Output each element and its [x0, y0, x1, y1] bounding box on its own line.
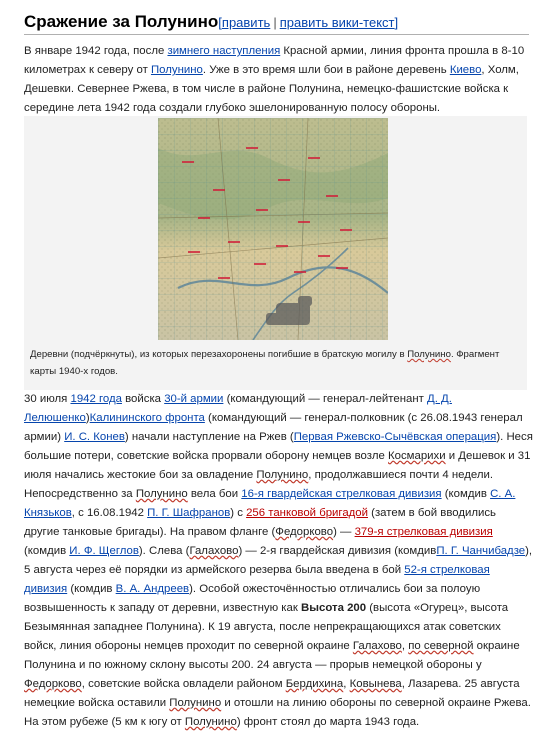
- text-run: Деревни (подчёркнуты), из которых перезахоронены погибшие в братскую могилу в: [30, 349, 408, 360]
- text-run: вела бои: [187, 488, 242, 500]
- height-200-label: Высота 200: [301, 602, 367, 614]
- text-run: ) — 2-я гвардейская дивизия (комдив: [238, 545, 437, 557]
- text-run: (комдив: [24, 545, 70, 557]
- main-paragraph: [24, 390, 534, 732]
- text-run: ,: [401, 640, 409, 652]
- text-run: , советские войска овладели районом: [81, 678, 286, 690]
- text-run: . Уже в это время шли бои в районе деревень: [202, 64, 450, 76]
- section-title: Сражение за Полунино: [24, 12, 219, 31]
- text-run: ), 5 августа через её порядки из армейского резерва была введена в бой: [24, 545, 533, 576]
- link-1942[interactable]: 1942 года: [70, 393, 122, 405]
- text-run: и отошли на линию обороны по северной окраине Ржева. На этом рубеже (5 км к югу от: [24, 697, 531, 728]
- place-polunino: Полунино: [169, 697, 222, 709]
- intro-paragraph: [24, 42, 534, 118]
- link-shafranov[interactable]: П. Г. Шафранов: [147, 507, 231, 519]
- text-run: (комдив: [67, 583, 116, 595]
- link-chanchibadze[interactable]: П. Г. Чанчибадзе: [436, 545, 526, 557]
- link-256-tank-brigade[interactable]: 256 танковой бригадой: [246, 507, 368, 519]
- link-30-army[interactable]: 30-й армии: [164, 393, 224, 405]
- text-run: ). Особой ожесточённостью отличались бои за полоую возвышенность к западу от деревни, известную как: [24, 583, 481, 614]
- text-run: В январе 1942 года, после: [24, 45, 168, 57]
- caption-link-polunino[interactable]: Полунино: [407, 349, 451, 360]
- place-galakhovo: Галахово: [352, 640, 402, 652]
- text-run: (затем в бой вводились другие танковые бригады). На правом фланге (: [24, 507, 496, 538]
- link-polunino[interactable]: Полунино: [150, 64, 203, 76]
- text-run: (высота «Огурец», высота Безымянная западнее Полунина). К 19 августа, после непрекращающихся атак советских войск, линия обороны немцев проходит по северной окраине: [24, 602, 509, 652]
- link-shcheglov[interactable]: И. Ф. Щеглов: [69, 545, 139, 557]
- link-kalinin-front[interactable]: Калининского фронта: [89, 412, 205, 424]
- bracket-close: ]: [394, 15, 399, 30]
- place-galakhovo: Галахово: [189, 545, 239, 557]
- edit-source-link[interactable]: править вики-текст: [279, 15, 395, 30]
- text-run: (командующий — генерал-лейтенант: [223, 393, 428, 405]
- bracket-open: [: [218, 15, 222, 30]
- text-run: , продолжавшиеся почти 4 недели. Непосредственно за: [24, 469, 494, 500]
- text-run: , Холм, Дешевки. Севернее Ржева, в том числе в районе Полунина, немецко-фашистские войска к середине лета 1942 года создали глубоко эшелонированную полосу обороны.: [24, 64, 519, 114]
- text-run: окраине Полунина и по южному склону высоты 200. 24 августа — прорыв немецкой обороны у: [24, 640, 520, 671]
- figure-caption: [30, 346, 528, 380]
- place-fedorkovo: Федорково: [275, 526, 334, 538]
- text-run: (комдив: [441, 488, 491, 500]
- link-andreev[interactable]: В. А. Андреев: [115, 583, 190, 595]
- text-run: ) с: [230, 507, 247, 519]
- map-image[interactable]: [158, 118, 388, 340]
- text-run: ) —: [333, 526, 355, 538]
- place-polunino: Полунино: [256, 469, 309, 481]
- place-fedorkovo: Федорково: [24, 678, 82, 690]
- link-52-division[interactable]: 52-я стрелковая дивизия: [24, 564, 490, 595]
- place-kovynevo: Ковынева: [349, 678, 402, 690]
- text-run: ,: [343, 678, 350, 690]
- place-polunino: Полунино: [184, 716, 237, 728]
- text-run: . Фрагмент карты 1940-х годов.: [30, 349, 500, 377]
- text-run: ) фронт стоял до марта 1943 года.: [236, 716, 420, 728]
- text-run: ). Неся большие потери, советские войска прорвали оборону немцев возле: [24, 431, 533, 462]
- text-run: и Дешевок и 31 июля начались жестокие бои за овладение: [24, 450, 531, 481]
- text-run: войска: [121, 393, 165, 405]
- place-kosmarikha: Космарихи: [388, 450, 446, 462]
- text-run: Красной армии, линия фронта прошла в 8-10 километрах к северу от: [24, 45, 525, 76]
- text-run: ) начали наступление на Ржев (: [124, 431, 294, 443]
- place-polunino: Полунино: [135, 488, 188, 500]
- link-knyazkov[interactable]: С. А. Князьков: [24, 488, 516, 519]
- link-kievo[interactable]: Киево: [449, 64, 482, 76]
- text-run: , Лазарева. 25 августа немецкие войска оставили: [24, 678, 520, 709]
- link-winter-offensive[interactable]: зимнего наступления: [167, 45, 281, 57]
- text-run: , с 16.08.1942: [71, 507, 148, 519]
- place-berdikhino: Бердихина: [285, 678, 344, 690]
- text-run: (командующий — генерал-полковник (с 26.08.1943 генерал армии): [24, 412, 523, 443]
- link-konev[interactable]: И. С. Конев: [64, 431, 125, 443]
- text-run: ). Слева (: [138, 545, 190, 557]
- link-lelyushenko[interactable]: Д. Д. Лелюшенко: [24, 393, 452, 424]
- link-rzhev-operation[interactable]: Первая Ржевско-Сычёвская операция: [293, 431, 497, 443]
- place-north: по северной: [408, 640, 474, 652]
- section-heading: [24, 12, 529, 35]
- edit-separator: |: [273, 15, 277, 30]
- text-run: ): [85, 412, 90, 424]
- text-run: 30 июля: [24, 393, 71, 405]
- edit-section-link[interactable]: править: [221, 15, 271, 30]
- link-16-guards-division[interactable]: 16-я гвардейская стрелковая дивизия: [241, 488, 442, 500]
- link-379-division[interactable]: 379-я стрелковая дивизия: [354, 526, 493, 538]
